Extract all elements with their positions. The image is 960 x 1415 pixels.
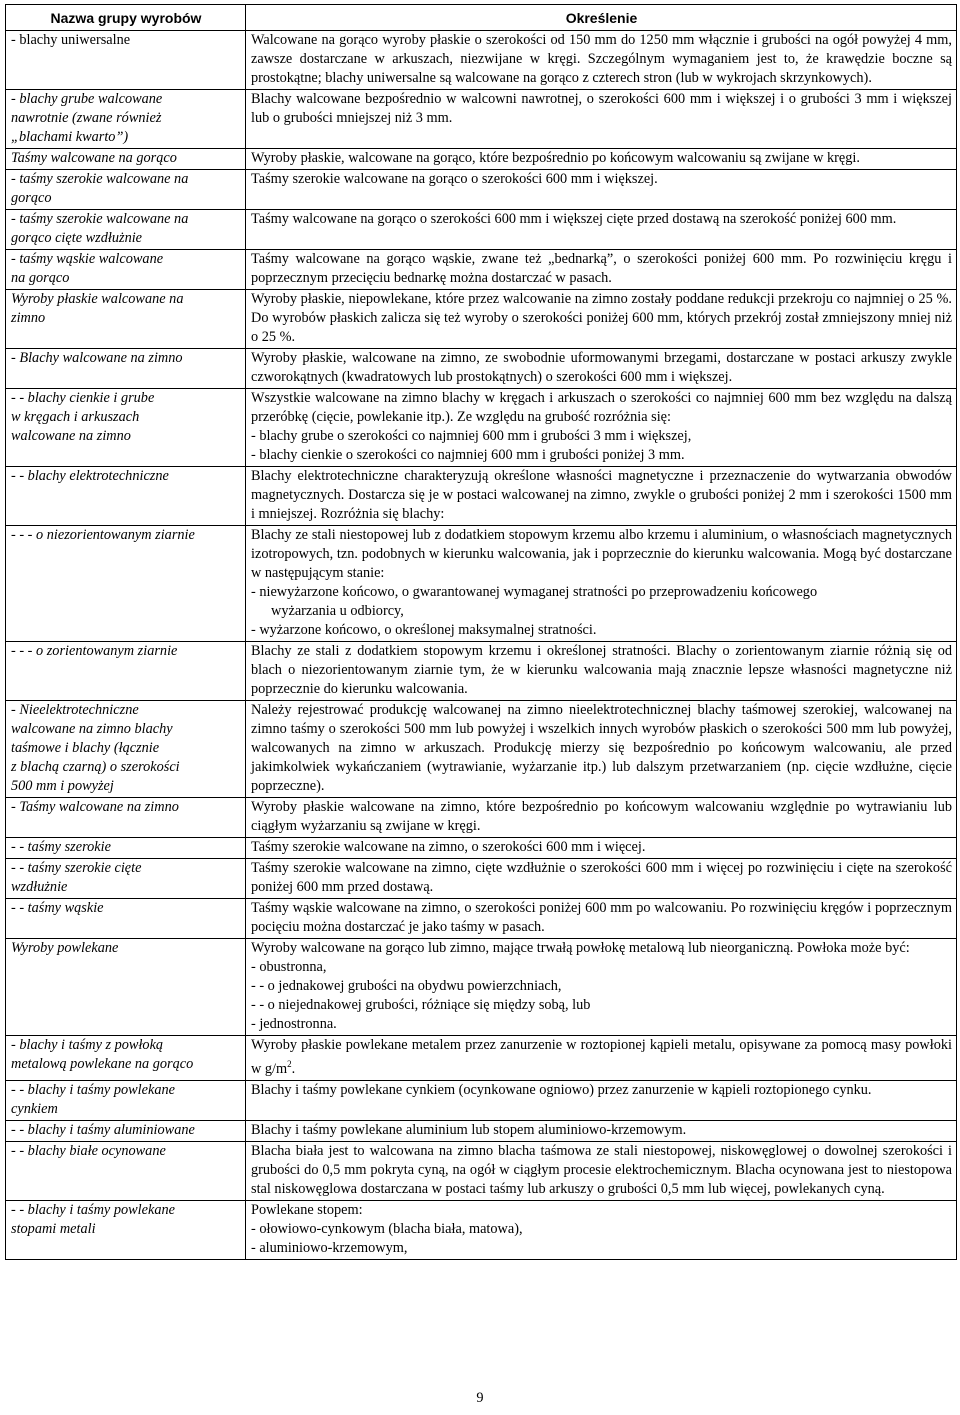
definition-main-text: Wyroby walcowane na gorąco lub zimno, mające trwałą powłokę metalową lub nieorganiczną. Powłoka może być: (251, 940, 910, 956)
definition-text (251, 210, 952, 229)
definition-text (251, 526, 952, 583)
table-row (6, 642, 957, 701)
product-group-name: Taśmy walcowane na gorąco (6, 149, 246, 170)
product-group-name: - blachy i taśmy z powłoką metalową powlekane na gorąco (6, 1036, 246, 1081)
product-group-definition (246, 210, 957, 250)
product-group-definition (246, 290, 957, 349)
definition-text (251, 31, 952, 88)
definition-main-text: Wyroby płaskie walcowane na zimno, które bezpośrednio po końcowym walcowaniu względnie po wytrawianiu lub ciągłym wyżarzaniu są zwijane w kręgi. (251, 799, 952, 834)
product-group-definition (246, 31, 957, 90)
definition-main-text: Powlekane stopem: (251, 1201, 363, 1218)
table-row (6, 1120, 957, 1141)
table-row (6, 798, 957, 838)
product-group-name: - Blachy walcowane na zimno (6, 349, 246, 389)
definition-text (251, 899, 952, 937)
definition-text (251, 1121, 952, 1140)
table-row (6, 149, 957, 170)
definition-main-text: Wyroby płaskie, walcowane na zimno, ze swobodnie uformowanymi brzegami, dostarczane w postaci arkuszy zwykle czworokątnych (kwadratowych lub prostokątnych) o szerokości 600 mm i większej. (251, 350, 952, 385)
table-header-row (6, 5, 957, 31)
definition-text (251, 701, 952, 796)
definition-main-text: Blachy elektrotechniczne charakteryzują określone własności magnetyczne i przeznaczenie do wytwarzania obwodów magnetycznych. Dostarcza się je w postaci walcowanej na zimno, zwykle o grubości poniżej 2 mm i szerokości 1500 mm i mniejszej. Rozróżnia się blachy: (251, 468, 952, 522)
table-row (6, 250, 957, 290)
product-group-name: - taśmy szerokie walcowane na gorąco cięte wzdłużnie (6, 210, 246, 250)
table-row (6, 1036, 957, 1081)
product-group-definition (246, 859, 957, 899)
table-row (6, 939, 957, 1036)
product-group-name: - - blachy cienkie i grube w kręgach i arkuszach walcowane na zimno (6, 389, 246, 467)
product-group-definition (246, 1120, 957, 1141)
table-row (6, 210, 957, 250)
product-group-name: - - blachy białe ocynowane (6, 1141, 246, 1200)
product-group-definition (246, 1036, 957, 1081)
product-group-name: - Nieelektrotechniczne walcowane na zimno blachy taśmowe i blachy (łącznie z blachą czarną) o szerokości 500 mm i powyżej (6, 701, 246, 798)
table-row (6, 1080, 957, 1120)
product-group-name: Wyroby płaskie walcowane na zimno (6, 290, 246, 349)
definition-list-item: - blachy cienkie o szerokości co najmniej 600 mm i grubości poniżej 3 mm. (251, 447, 685, 463)
definition-main-text: Blachy i taśmy powlekane cynkiem (ocynkowane ogniowo) przez zanurzenie w kąpieli roztopionego cynku. (251, 1081, 872, 1098)
definition-main-text: Blacha biała jest to walcowana na zimno blacha taśmowa ze stali niestopowej, niskowęglowej o dowolnej szerokości i grubości do 0,5 mm pokryta cyną, na ogół w ciągłym procesie elektrochemicznym. Blacha ocynowana jest to niestopowa stal niskowęglowa dostarczana w postaci taśmy lub arkuszy o grubości 0,5 mm lub więcej, powlekanych cyną. (251, 1142, 952, 1197)
definition-main-text: Taśmy wąskie walcowane na zimno, o szerokości poniżej 600 mm po walcowaniu. Po rozwinięciu kręgów i poprzecznym pocięciu można dostarczać je jako taśmy w pasach. (251, 900, 952, 935)
product-group-definition (246, 467, 957, 526)
table-row (6, 1200, 957, 1259)
definition-list-item: wyżarzania u odbiorcy, (271, 603, 404, 619)
definition-text (251, 1081, 952, 1100)
definition-text (251, 1036, 952, 1079)
product-group-definition (246, 349, 957, 389)
definition-text (251, 467, 952, 524)
product-group-name: - taśmy wąskie walcowane na gorąco (6, 250, 246, 290)
column-header-name: Nazwa grupy wyrobów (6, 5, 246, 31)
definition-list-item: - ołowiowo-cynkowym (blacha biała, matowa), (251, 1220, 523, 1237)
definition-list-item: - obustronna, (251, 959, 327, 975)
definition-text (251, 170, 952, 189)
product-group-definition (246, 838, 957, 859)
definition-text (251, 389, 952, 427)
definition-text (251, 1201, 952, 1220)
definition-text (251, 250, 952, 288)
definition-main-text: Wyroby płaskie, walcowane na gorąco, które bezpośrednio po końcowym walcowaniu są zwijane w kręgi. (251, 150, 860, 166)
product-group-definition (246, 1200, 957, 1259)
definition-text (251, 642, 952, 699)
definition-text (251, 1142, 952, 1199)
definition-text (251, 90, 952, 128)
definition-main-text: Walcowane na gorąco wyroby płaskie o szerokości od 150 mm do 1250 mm włącznie i grubości na ogół powyżej 4 mm, zawsze dostarczane w arkuszach, niezwijane w kręgi. Szczególnym wymaganiem jest to, że krawędzie boczne są prostokątne; blachy uniwersalne są walcowane na gorąco z czterech stron (lub w wykrojach skrzynkowych). (251, 32, 952, 86)
definition-main-text: Wyroby płaskie, niepowlekane, które przez walcowanie na zimno zostały poddane redukcji przekroju co najmniej o 25 %. Do wyrobów płaskich zalicza się też wyroby o szerokości poniżej 600 mm, których przekrój został zmniejszony mniej niż o 25 %. (251, 291, 952, 345)
table-row (6, 838, 957, 859)
definition-list-item: - - o niejednakowej grubości, różniące się między sobą, lub (251, 997, 591, 1013)
product-group-definition (246, 939, 957, 1036)
definition-tail: . (291, 1060, 296, 1077)
product-group-name: - taśmy szerokie walcowane na gorąco (6, 170, 246, 210)
product-group-definition (246, 798, 957, 838)
definition-main-text: Taśmy walcowane na gorąco o szerokości 600 mm i większej cięte przed dostawą na szerokość poniżej 600 mm. (251, 211, 897, 227)
definition-list-item: - - o jednakowej grubości na obydwu powierzchniach, (251, 978, 562, 994)
definition-main-text: Wszystkie walcowane na zimno blachy w kręgach i arkuszach o szerokości co najmniej 600 mm bez względu na dalszą przeróbkę (cięcie, powlekanie itp.). Ze względu na grubość rozróżnia się: (251, 390, 952, 425)
product-group-name: - - blachy i taśmy powlekane stopami metali (6, 1200, 246, 1259)
product-group-definition (246, 170, 957, 210)
product-group-definition (246, 899, 957, 939)
table-row (6, 859, 957, 899)
table-row (6, 701, 957, 798)
product-group-name: - blachy grube walcowane nawrotnie (zwane również „blachami kwarto”) (6, 90, 246, 149)
product-group-definition (246, 1080, 957, 1120)
product-group-definition (246, 526, 957, 642)
definition-list-item: - wyżarzone końcowo, o określonej maksymalnej stratności. (251, 622, 597, 638)
definition-list-item: - blachy grube o szerokości co najmniej 600 mm i grubości 3 mm i większej, (251, 428, 692, 444)
definition-list-item: - niewyżarzone końcowo, o gwarantowanej wymaganej stratności po przeprowadzeniu końcowego (251, 584, 818, 600)
product-group-name: - - - o niezorientowanym ziarnie (6, 526, 246, 642)
definition-main-text: Taśmy szerokie walcowane na zimno, o szerokości 600 mm i więcej. (251, 839, 646, 855)
product-group-definition (246, 149, 957, 170)
table-row (6, 290, 957, 349)
definition-main-text: Blachy ze stali z dodatkiem stopowym krzemu i określonej stratności. Blachy o zorientowanym ziarnie różnią się od blach o niezorientowanym ziarnie tym, że w kierunku walcowania mają znacznie lepsze własności magnetyczne niż poprzecznie do kierunku walcowania. (251, 643, 952, 697)
product-group-definition (246, 389, 957, 467)
definition-main-text: Blachy ze stali niestopowej lub z dodatkiem stopowym krzemu albo krzemu i aluminium, o własnościach magnetycznych izotropowych, tzn. podobnych w kierunku walcowania, jak i poprzecznie do kierunku walcowania. Mogą być dostarczane w następującym stanie: (251, 527, 952, 581)
definition-list-item: - jednostronna. (251, 1016, 337, 1032)
product-group-name: - - taśmy wąskie (6, 899, 246, 939)
definitions-table (5, 4, 957, 1260)
table-row (6, 170, 957, 210)
definition-main-text: Taśmy szerokie walcowane na gorąco o szerokości 600 mm i większej. (251, 171, 658, 187)
product-group-definition (246, 701, 957, 798)
definition-text (251, 838, 952, 857)
definition-text (251, 859, 952, 897)
definition-list-item: - aluminiowo-krzemowym, (251, 1239, 408, 1256)
table-row (6, 90, 957, 149)
definition-text (251, 349, 952, 387)
product-group-definition (246, 90, 957, 149)
table-row (6, 349, 957, 389)
product-group-name: - - blachy i taśmy aluminiowane (6, 1120, 246, 1141)
product-group-name: - Taśmy walcowane na zimno (6, 798, 246, 838)
definition-text (251, 290, 952, 347)
product-group-definition (246, 250, 957, 290)
unit-superscript: 2 (287, 1059, 292, 1069)
definition-main-text: Taśmy szerokie walcowane na zimno, cięte wzdłużnie o szerokości 600 mm i więcej po rozwinięciu i cięte na szerokość poniżej 600 mm przed dostawą. (251, 860, 952, 895)
definition-text (251, 939, 952, 958)
table-row (6, 899, 957, 939)
product-group-name: - - blachy elektrotechniczne (6, 467, 246, 526)
product-group-name: - - blachy i taśmy powlekane cynkiem (6, 1080, 246, 1120)
product-group-definition (246, 1141, 957, 1200)
product-group-name: Wyroby powlekane (6, 939, 246, 1036)
definition-main-text: Blachy walcowane bezpośrednio w walcowni nawrotnej, o szerokości 600 mm i większej i o grubości 3 mm i większej lub o grubości mniejszej niż 3 mm. (251, 91, 952, 126)
product-group-definition (246, 642, 957, 701)
product-group-name: - - - o zorientowanym ziarnie (6, 642, 246, 701)
table-row (6, 467, 957, 526)
product-group-name: - blachy uniwersalne (6, 31, 246, 90)
page-number: 9 (476, 1390, 484, 1406)
product-group-name: - - taśmy szerokie cięte wzdłużnie (6, 859, 246, 899)
definition-main-text: Należy rejestrować produkcję walcowanej na zimno nieelektrotechnicznej blachy taśmowej szerokiej, walcowanej na zimno taśmy o szerokości 500 mm lub powyżej i wszelkich innych wyrobów płaskich o szerokości 500 mm lub powyżej, walcowanych na zimno w arkuszach. Produkcję mierzy się bezpośrednio po końcowym walcowaniu, ale przed jakimkolwiek wykańczaniem (wytrawianie, wyżarzanie itp.) lub dalszym przetwarzaniem (np. cięcie wzdłużne, cięcie poprzeczne). (251, 702, 952, 794)
definition-main-text: Taśmy walcowane na gorąco wąskie, zwane też „bednarką”, o szerokości poniżej 600 mm. Po rozwinięciu kręgu i poprzecznym przecięciu bednarkę można dostarczać w pasach. (251, 251, 952, 286)
table-row (6, 389, 957, 467)
definition-main-text: Wyroby płaskie powlekane metalem przez zanurzenie w roztopionej kąpieli metalu, opisywane za pomocą masy powłoki w g/m (251, 1037, 952, 1077)
column-header-description: Określenie (246, 5, 957, 31)
table-body (6, 31, 957, 1260)
definition-text (251, 798, 952, 836)
table-row (6, 1141, 957, 1200)
definition-text (251, 149, 952, 168)
table-row (6, 31, 957, 90)
definition-main-text: Blachy i taśmy powlekane aluminium lub stopem aluminiowo-krzemowym. (251, 1121, 687, 1138)
table-row (6, 526, 957, 642)
product-group-name: - - taśmy szerokie (6, 838, 246, 859)
